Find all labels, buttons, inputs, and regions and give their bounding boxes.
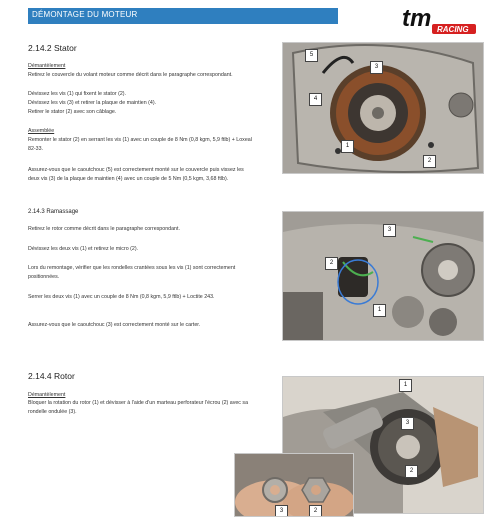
stator-callout-1: 1 — [341, 140, 354, 153]
stator-assembly-3: deux vis (3) de la plaque de maintien (4) avec un couple de 5 Nm (0,5 kgm, 3,68 ftlb). — [28, 176, 229, 182]
rotor-callout-1: 1 — [399, 379, 412, 392]
stator-assembly-heading: Assemblée — [28, 128, 55, 134]
stator-callout-2: 2 — [423, 155, 436, 168]
pickup-line-1: Dévissez les deux vis (1) et retirez le micro (2). — [28, 246, 139, 252]
header-title: DÉMONTAGE DU MOTEUR — [32, 10, 138, 19]
pickup-photo — [282, 211, 484, 341]
stator-callout-3: 3 — [370, 61, 383, 74]
stator-assembly-0: Remonter le stator (2) en serrant les vis (1) avec un couple de 8 Nm (0,8 kgm, 5,9 ftlb) + Loxeal — [28, 137, 252, 143]
pickup-line-2: Lors du remontage, vérifier que les rondelles crantées sous les vis (1) sont correctement — [28, 265, 236, 271]
pickup-callout-3: 3 — [383, 224, 396, 237]
tm-racing-logo — [388, 4, 480, 38]
stator-assembly-2: Assurez-vous que le caoutchouc (5) est correctement monté sur le couvercle puis vissez les — [28, 167, 244, 173]
rotor-title: 2.14.4 Rotor — [28, 371, 75, 381]
pickup-line-0: Retirez le rotor comme décrit dans le paragraphe correspondant. — [28, 226, 180, 232]
pickup-callout-2: 2 — [325, 257, 338, 270]
stator-line-2: Dévissez les vis (3) et retirer la plaque de maintien (4). — [28, 100, 157, 106]
rotor-callout-2: 2 — [405, 465, 418, 478]
pickup-title: 2.14.3 Ramassage — [28, 209, 79, 215]
pickup-line-4: Serrer les deux vis (1) avec un couple de 8 Nm (0,8 kgm, 5,9 ftlb) + Loctite 243. — [28, 294, 215, 300]
stator-callout-5: 5 — [305, 49, 318, 62]
stator-line-3: Retirer le stator (2) avec son câblage. — [28, 109, 117, 115]
rotor-inset-callout-3: 3 — [275, 505, 288, 517]
stator-line-1: Dévissez les vis (1) qui fixent le stator (2). — [28, 91, 127, 97]
pickup-callout-1: 1 — [373, 304, 386, 317]
rotor-line-0: Bloquer la rotation du rotor (1) et dévisser à l'aide d'un marteau perforateur l'écrou (2) avec sa — [28, 400, 249, 406]
rotor-dismantle-heading: Démantèlement — [28, 392, 66, 398]
pickup-line-3: positionnées. — [28, 274, 60, 280]
stator-title: 2.14.2 Stator — [28, 43, 77, 53]
logo-brand: tm — [402, 5, 432, 32]
stator-line-0: Retirez le couvercle du volant moteur comme décrit dans le paragraphe correspondant. — [28, 72, 233, 78]
rotor-inset-photo — [234, 453, 354, 517]
header-bar — [28, 8, 338, 24]
pickup-line-5: Assurez-vous que le caoutchouc (3) est correctement monté sur le carter. — [28, 322, 201, 328]
stator-callout-4: 4 — [309, 93, 322, 106]
rotor-inset-callout-2: 2 — [309, 505, 322, 517]
rotor-line-1: rondelle ondulée (3). — [28, 409, 77, 415]
stator-assembly-1: 82-33. — [28, 146, 44, 152]
logo-sub: RACING — [437, 25, 469, 34]
rotor-callout-3: 3 — [401, 417, 414, 430]
stator-dismantle-heading: Démantèlement — [28, 63, 66, 69]
stator-photo — [282, 42, 484, 174]
